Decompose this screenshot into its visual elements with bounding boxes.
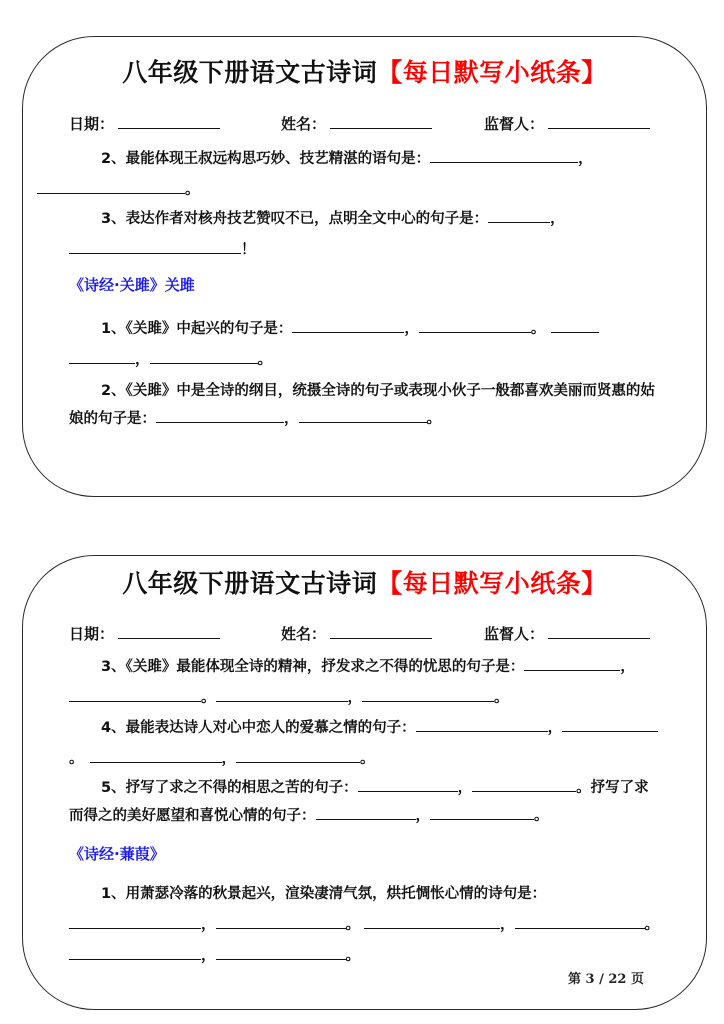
punct: ，: [284, 411, 299, 427]
answer-blank[interactable]: [292, 318, 404, 333]
question-5: [69, 774, 661, 830]
name-label: 姓名：: [281, 115, 327, 133]
question-3: [69, 652, 661, 714]
answer-blank[interactable]: [515, 914, 645, 929]
punct: 。: [185, 182, 200, 198]
punct: ，: [415, 808, 430, 824]
answer-blank[interactable]: [236, 748, 360, 763]
question-text: 2、最能体现王叔远构思巧妙、技艺精湛的语句是：: [101, 151, 431, 167]
supervisor-blank[interactable]: [548, 624, 650, 639]
date-blank[interactable]: [118, 624, 220, 639]
date-label: 日期：: [69, 625, 115, 643]
punct: ，: [135, 352, 150, 368]
supervisor-blank[interactable]: [548, 114, 650, 129]
punct: 。: [257, 352, 272, 368]
answer-blank[interactable]: [472, 777, 576, 792]
punct: 。: [494, 690, 509, 706]
title-tag: 【每日默写小纸条】: [377, 58, 607, 87]
question-text: 1、《关雎》中起兴的句子是：: [101, 321, 293, 337]
punct: ，: [457, 780, 473, 796]
punct: ，: [201, 917, 216, 933]
question-3: [69, 204, 661, 266]
punct: ，: [620, 659, 635, 675]
answer-blank[interactable]: [37, 179, 185, 194]
question-2: [69, 144, 661, 206]
supervisor-label: 监督人：: [484, 625, 545, 643]
question-text: 3、《关雎》最能体现全诗的精神，抒发求之不得的忧思的句子是：: [101, 659, 525, 675]
punct: ，: [201, 948, 216, 964]
card-title: [23, 564, 706, 600]
section-heading-jianjia: 《诗经·蒹葭》: [69, 845, 165, 863]
answer-blank[interactable]: [69, 687, 201, 702]
answer-blank[interactable]: [416, 717, 548, 732]
punct: 。: [644, 917, 659, 933]
punct: 。: [201, 690, 216, 706]
punct: 。: [426, 411, 441, 427]
title-tag: 【每日默写小纸条】: [377, 569, 607, 598]
supervisor-field[interactable]: [484, 623, 650, 644]
answer-blank[interactable]: [316, 805, 416, 820]
answer-blank[interactable]: [90, 748, 222, 763]
dictation-card-1: [22, 36, 707, 497]
section-question-2: [69, 377, 661, 433]
punct: ，: [221, 751, 236, 767]
answer-blank[interactable]: [551, 318, 599, 333]
question-text: 1、用萧瑟冷落的秋景起兴，渲染凄清气氛，烘托惆怅心情的诗句是：: [101, 886, 547, 902]
answer-blank[interactable]: [69, 239, 241, 254]
punct: 。: [345, 917, 360, 933]
supervisor-label: 监督人：: [484, 115, 545, 133]
answer-blank[interactable]: [216, 945, 346, 960]
date-blank[interactable]: [118, 114, 220, 129]
answer-blank[interactable]: [69, 349, 135, 364]
question-text: 4、最能表达诗人对心中恋人的爱慕之情的句子：: [101, 720, 416, 736]
answer-blank[interactable]: [299, 408, 427, 423]
answer-blank[interactable]: [216, 687, 348, 702]
answer-blank[interactable]: [430, 805, 534, 820]
supervisor-field[interactable]: [484, 113, 650, 134]
answer-blank[interactable]: [419, 318, 531, 333]
punct: 。: [345, 948, 360, 964]
title-main: 八年级下册语文古诗词: [122, 569, 378, 598]
punct: 。: [360, 751, 375, 767]
answer-blank[interactable]: [364, 914, 500, 929]
question-text: 3、表达作者对核舟技艺赞叹不已，点明全文中心的句子是：: [101, 211, 489, 227]
date-field[interactable]: [69, 113, 220, 134]
punct: 。: [530, 321, 546, 337]
info-row: [69, 623, 659, 643]
punct: ，: [578, 151, 593, 167]
name-field[interactable]: [281, 113, 432, 134]
date-field[interactable]: [69, 623, 220, 644]
name-label: 姓名：: [281, 625, 327, 643]
punct: ，: [404, 321, 419, 337]
section-heading-guanju: 《诗经·关雎》关雎: [69, 276, 195, 294]
punct: ，: [500, 917, 515, 933]
answer-blank[interactable]: [69, 914, 201, 929]
answer-blank[interactable]: [362, 687, 494, 702]
section-question-1: [69, 314, 661, 376]
answer-blank[interactable]: [358, 777, 458, 792]
punct: 。: [534, 808, 549, 824]
punct: ，: [550, 211, 565, 227]
answer-blank[interactable]: [430, 148, 578, 163]
name-blank[interactable]: [330, 624, 432, 639]
info-row: [69, 113, 659, 133]
title-main: 八年级下册语文古诗词: [122, 58, 378, 87]
name-blank[interactable]: [330, 114, 432, 129]
page-number: 第 3 / 22 页: [568, 972, 644, 987]
question-text: 抒写了求而得之的美好愿望和喜悦心情的句子：: [69, 780, 649, 824]
dictation-card-2: [22, 555, 707, 1010]
punct: ，: [347, 690, 362, 706]
question-text: 5、抒写了求之不得的相思之苦的句子：: [101, 780, 358, 796]
answer-blank[interactable]: [150, 349, 258, 364]
answer-blank[interactable]: [566, 717, 658, 732]
answer-blank[interactable]: [488, 208, 550, 223]
punct: 。: [576, 780, 591, 796]
question-text: 2、《关雎》中是全诗的纲目，统摄全诗的句子或表现小伙子一般都喜欢美丽而贤惠的姑娘的句子是：: [69, 383, 655, 427]
card-title: [23, 53, 706, 89]
answer-blank[interactable]: [528, 656, 620, 671]
section-question-1: [69, 879, 661, 972]
answer-blank[interactable]: [156, 408, 284, 423]
name-field[interactable]: [281, 623, 432, 644]
date-label: 日期：: [69, 115, 115, 133]
punct: 。: [69, 751, 84, 767]
punct: ！: [241, 242, 256, 258]
answer-blank[interactable]: [69, 945, 201, 960]
punct: ，: [547, 720, 563, 736]
answer-blank[interactable]: [216, 914, 346, 929]
question-4: [69, 713, 661, 775]
